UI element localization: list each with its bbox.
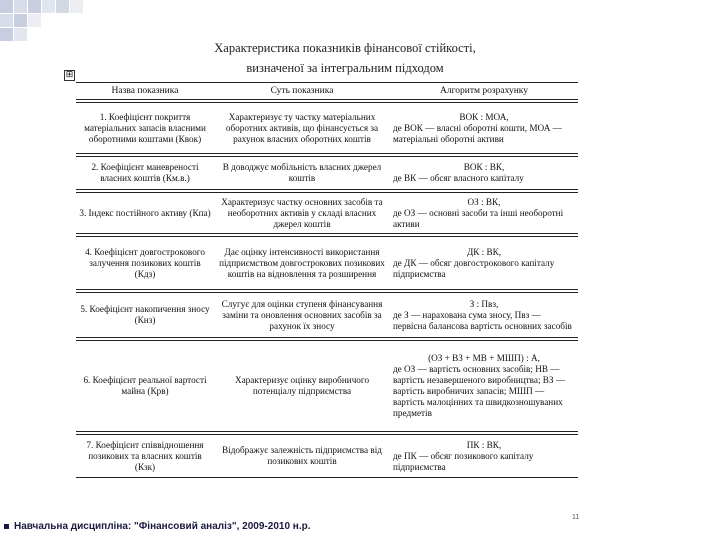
- indicators-table: [76, 80, 578, 480]
- table-row: [76, 434, 578, 478]
- indicator-formula-cell: [390, 434, 578, 478]
- formula-explanation: де ПК — обсяг позикового капіталу підприємства: [393, 450, 534, 472]
- page-number: 11: [572, 514, 580, 521]
- indicator-essence: В доводжує мобільність власних джерел коштів: [214, 156, 390, 190]
- table-row: [76, 236, 578, 290]
- indicator-formula-cell: [390, 292, 578, 338]
- formula-explanation: де ОЗ — основні засоби та інші необоротні активи: [393, 207, 564, 229]
- formula-explanation: де ОЗ — вартість основних засобів; НВ — вартість незавершеного виробництва; ВЗ — вартість виробничих запасів; МШП — вартість малоцінних та швидкозношуваних предметів: [393, 364, 566, 418]
- expand-icon[interactable]: ⊞: [65, 70, 74, 80]
- formula: ПК : ВК,: [466, 439, 502, 450]
- decorative-squares: [0, 0, 120, 50]
- indicator-essence: Дає оцінку інтенсивності використання підприємством довгострокових позикових коштів на відновлення та розширення: [214, 236, 390, 290]
- table-row: [76, 340, 578, 432]
- indicator-formula-cell: [390, 340, 578, 432]
- table-header-row: [76, 82, 578, 100]
- header-formula: Алгоритм розрахунку: [390, 82, 578, 100]
- formula: (ОЗ + ВЗ + МВ + МШП) : А,: [428, 353, 540, 363]
- page-subtitle: визначеної за інтегральним підходом: [246, 61, 444, 75]
- formula-explanation: де ДК — обсяг довгострокового капіталу підприємства: [393, 257, 555, 279]
- formula: ВОК : ВК,: [463, 162, 505, 172]
- footer-course-label: Навчальна дисципліна: "Фінансовий аналіз", 2009-2010 н.р.: [14, 521, 311, 532]
- indicator-formula-cell: [390, 156, 578, 190]
- formula: З : Пвз,: [469, 298, 499, 309]
- bullet-icon: [4, 524, 9, 529]
- indicator-formula-cell: [390, 192, 578, 234]
- formula-explanation: де ВК — обсяг власного капіталу: [393, 173, 524, 183]
- page-title: Характеристика показників фінансової стійкості,: [214, 41, 476, 55]
- formula: ОЗ : ВК,: [467, 196, 501, 207]
- formula-explanation: де ВОК — власні оборотні кошти, МОА — матеріальні оборотні активи: [393, 122, 562, 144]
- table-row: [76, 156, 578, 190]
- indicator-name: 2. Коефіцієнт маневреності власних коштів (Км.в.): [76, 156, 214, 190]
- header-name: Назва показника: [76, 82, 214, 100]
- indicator-name: 4. Коефіцієнт довгострокового залучення позикових коштів (Кдз): [76, 236, 214, 290]
- table-row: [76, 292, 578, 338]
- indicator-essence: Характеризує ту частку матеріальних оборотних активів, що фінансується за рахунок власних оборотних коштів: [214, 102, 390, 154]
- formula: ДК : ВК,: [466, 246, 502, 257]
- indicator-formula-cell: [390, 102, 578, 154]
- formula: ВОК : МОА,: [459, 111, 509, 122]
- table-row: [76, 102, 578, 154]
- indicator-name: 5. Коефіцієнт накопичення зносу (Кнз): [76, 292, 214, 338]
- indicator-name: 3. Індекс постійного активу (Кпа): [76, 192, 214, 234]
- header-essence: Суть показника: [214, 82, 390, 100]
- indicator-formula-cell: [390, 236, 578, 290]
- formula-explanation: де З — нарахована сума зносу, Пвз — первісна балансова вартість основних засобів: [393, 309, 572, 331]
- table-row: [76, 192, 578, 234]
- indicator-essence: Характеризує оцінку виробничого потенціалу підприємства: [214, 340, 390, 432]
- indicator-essence: Відображує залежність підприємства від позикових коштів: [214, 434, 390, 478]
- indicator-name: 7. Коефіцієнт співвідношення позикових та власних коштів (Кзк): [76, 434, 214, 478]
- indicator-essence: Характеризує частку основних засобів та необоротних активів у складі власних джерел коштів: [214, 192, 390, 234]
- indicator-name: 1. Коефіцієнт покриття матеріальних запасів власними оборотними коштами (Квок): [76, 102, 214, 154]
- indicator-essence: Слугує для оцінки ступеня фінансування заміни та оновлення основних засобів за рахунок їх зносу: [214, 292, 390, 338]
- indicator-name: 6. Коефіцієнт реальної вартості майна (Крв): [76, 340, 214, 432]
